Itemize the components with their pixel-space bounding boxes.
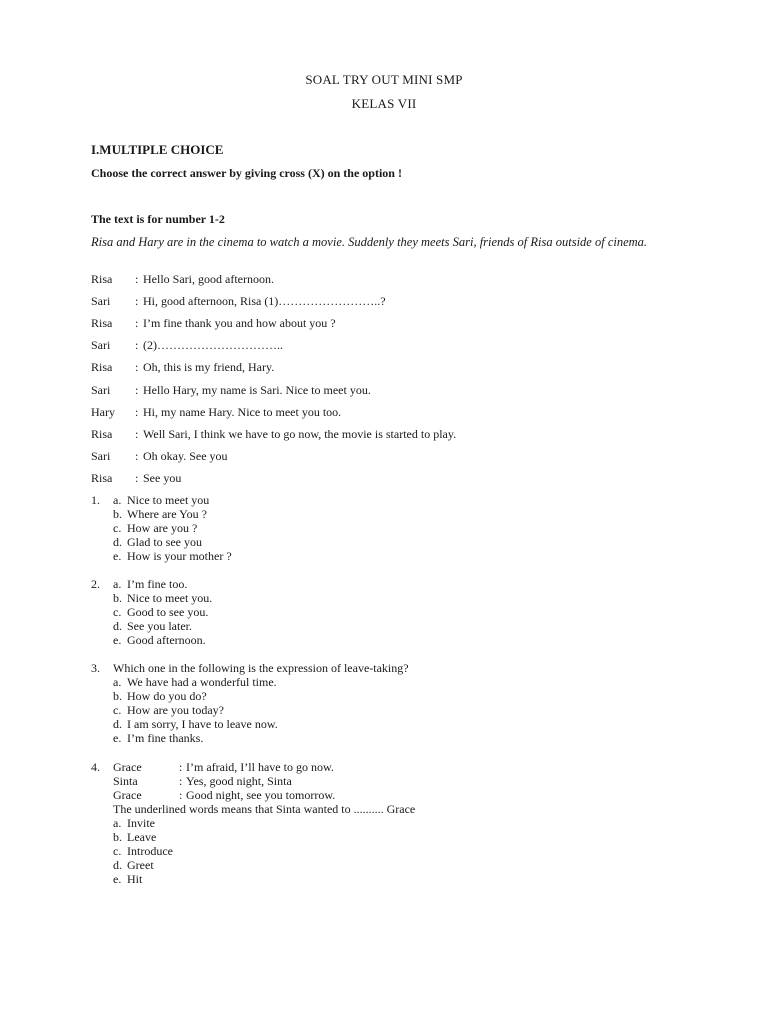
option-text: See you later. bbox=[127, 619, 192, 633]
option-text: I’m fine too. bbox=[127, 577, 188, 591]
option[interactable] bbox=[113, 689, 673, 703]
option[interactable] bbox=[113, 675, 673, 689]
option[interactable] bbox=[113, 535, 673, 549]
question-text: The underlined words means that Sinta wanted to .......... Grace bbox=[113, 802, 416, 816]
option-letter: e. bbox=[113, 872, 122, 886]
mini-dialogue-colon: : bbox=[179, 788, 183, 802]
option-letter: d. bbox=[113, 858, 122, 872]
option[interactable] bbox=[113, 591, 673, 605]
mini-dialogue-speaker: Sinta bbox=[113, 774, 138, 788]
option-letter: c. bbox=[113, 521, 122, 535]
question-number: 2. bbox=[91, 577, 100, 591]
option-text: Nice to meet you bbox=[127, 493, 210, 507]
option[interactable] bbox=[113, 703, 673, 717]
mini-dialogue-text: Good night, see you tomorrow. bbox=[186, 788, 336, 802]
mini-dialogue-row bbox=[113, 774, 673, 788]
dialogue-colon: : bbox=[135, 383, 139, 397]
option-text: Introduce bbox=[127, 844, 173, 858]
dialogue-colon: : bbox=[135, 471, 139, 485]
option-text: How do you do? bbox=[127, 689, 207, 703]
question-number: 1. bbox=[91, 493, 100, 507]
dialogue-text: Well Sari, I think we have to go now, the movie is started to play. bbox=[143, 427, 457, 441]
question-number: 4. bbox=[91, 760, 100, 774]
mini-dialogue-text: Yes, good night, Sinta bbox=[186, 774, 292, 788]
dialogue-speaker: Risa bbox=[91, 272, 113, 286]
option-letter: a. bbox=[113, 493, 122, 507]
option[interactable] bbox=[113, 633, 673, 647]
dialogue-colon: : bbox=[135, 272, 139, 286]
text-label: The text is for number 1-2 bbox=[91, 212, 225, 226]
dialogue-speaker: Risa bbox=[91, 471, 113, 485]
option-text: Nice to meet you. bbox=[127, 591, 213, 605]
option-text: Leave bbox=[127, 830, 157, 844]
dialogue-text: Oh okay. See you bbox=[143, 449, 228, 463]
option-text: Good to see you. bbox=[127, 605, 209, 619]
dialogue-speaker: Sari bbox=[91, 294, 111, 308]
option[interactable] bbox=[113, 507, 673, 521]
option-letter: d. bbox=[113, 535, 122, 549]
page-subtitle: KELAS VII bbox=[351, 96, 417, 111]
dialogue-speaker: Risa bbox=[91, 316, 113, 330]
option-text: I’m fine thanks. bbox=[127, 731, 204, 745]
option-letter: c. bbox=[113, 605, 122, 619]
dialogue-speaker: Sari bbox=[91, 338, 111, 352]
dialogue-speaker: Risa bbox=[91, 427, 113, 441]
option-text: Invite bbox=[127, 816, 155, 830]
option[interactable] bbox=[113, 493, 673, 507]
option-text: Where are You ? bbox=[127, 507, 207, 521]
option[interactable] bbox=[113, 549, 673, 563]
option-letter: c. bbox=[113, 844, 122, 858]
dialogue-colon: : bbox=[135, 427, 139, 441]
dialogue-speaker: Hary bbox=[91, 405, 115, 419]
option-text: Glad to see you bbox=[127, 535, 202, 549]
option[interactable] bbox=[113, 521, 673, 535]
dialogue-text: (2)………………………….. bbox=[143, 338, 283, 352]
mini-dialogue-colon: : bbox=[179, 774, 183, 788]
mini-dialogue-row bbox=[113, 788, 673, 802]
dialogue-colon: : bbox=[135, 360, 139, 374]
section-heading: I.MULTIPLE CHOICE bbox=[91, 142, 224, 157]
dialogue-text: Hello Hary, my name is Sari. Nice to meet you. bbox=[143, 383, 371, 397]
option-text: How are you today? bbox=[127, 703, 224, 717]
option[interactable] bbox=[113, 619, 673, 633]
option-letter: e. bbox=[113, 731, 122, 745]
option-text: Good afternoon. bbox=[127, 633, 206, 647]
mini-dialogue-speaker: Grace bbox=[113, 760, 142, 774]
page-title: SOAL TRY OUT MINI SMP bbox=[305, 72, 463, 87]
dialogue-colon: : bbox=[135, 449, 139, 463]
option-letter: b. bbox=[113, 689, 122, 703]
dialogue-colon: : bbox=[135, 338, 139, 352]
dialogue-speaker: Risa bbox=[91, 360, 113, 374]
question-options bbox=[113, 493, 673, 563]
option[interactable] bbox=[113, 577, 673, 591]
option[interactable] bbox=[113, 858, 673, 872]
option[interactable] bbox=[113, 844, 673, 858]
mini-dialogue-row bbox=[113, 760, 673, 774]
dialogue-colon: : bbox=[135, 316, 139, 330]
option-letter: b. bbox=[113, 507, 122, 521]
option-letter: b. bbox=[113, 591, 122, 605]
option-letter: a. bbox=[113, 675, 122, 689]
option[interactable] bbox=[113, 872, 673, 886]
option-letter: e. bbox=[113, 633, 122, 647]
mini-dialogue-speaker: Grace bbox=[113, 788, 142, 802]
question-text: Which one in the following is the expression of leave-taking? bbox=[113, 661, 409, 675]
mini-dialogue-text: I’m afraid, I’ll have to go now. bbox=[186, 760, 334, 774]
option-text: Hit bbox=[127, 872, 143, 886]
dialogue-text: See you bbox=[143, 471, 182, 485]
question-options bbox=[113, 577, 673, 647]
question-body bbox=[113, 760, 673, 886]
option[interactable] bbox=[113, 717, 673, 731]
option-letter: e. bbox=[113, 549, 122, 563]
dialogue-text: Hi, my name Hary. Nice to meet you too. bbox=[143, 405, 342, 419]
option[interactable] bbox=[113, 830, 673, 844]
option-letter: c. bbox=[113, 703, 122, 717]
option-letter: d. bbox=[113, 717, 122, 731]
dialogue-speaker: Sari bbox=[91, 449, 111, 463]
option-text: I am sorry, I have to leave now. bbox=[127, 717, 278, 731]
dialogue-text: I’m fine thank you and how about you ? bbox=[143, 316, 336, 330]
dialogue-text: Hi, good afternoon, Risa (1)……………………..? bbox=[143, 294, 386, 308]
dialogue-text: Hello Sari, good afternoon. bbox=[143, 272, 274, 286]
option[interactable] bbox=[113, 605, 673, 619]
option-letter: d. bbox=[113, 619, 122, 633]
option-text: We have had a wonderful time. bbox=[127, 675, 277, 689]
option-text: How are you ? bbox=[127, 521, 198, 535]
option-letter: a. bbox=[113, 816, 122, 830]
option[interactable] bbox=[113, 816, 673, 830]
question-number: 3. bbox=[91, 661, 100, 675]
dialogue-colon: : bbox=[135, 405, 139, 419]
intro-paragraph: Risa and Hary are in the cinema to watch a movie. Suddenly they meets Sari, friends of Risa outside of cinema. bbox=[91, 235, 648, 249]
mini-dialogue-colon: : bbox=[179, 760, 183, 774]
dialogue-colon: : bbox=[135, 294, 139, 308]
dialogue-text: Oh, this is my friend, Hary. bbox=[143, 360, 275, 374]
option-letter: a. bbox=[113, 577, 122, 591]
option[interactable] bbox=[113, 731, 673, 745]
instruction-text: Choose the correct answer by giving cross (X) on the option ! bbox=[91, 166, 402, 180]
option-text: Greet bbox=[127, 858, 154, 872]
option-letter: b. bbox=[113, 830, 122, 844]
question-body bbox=[113, 661, 673, 745]
dialogue-speaker: Sari bbox=[91, 383, 111, 397]
option-text: How is your mother ? bbox=[127, 549, 232, 563]
